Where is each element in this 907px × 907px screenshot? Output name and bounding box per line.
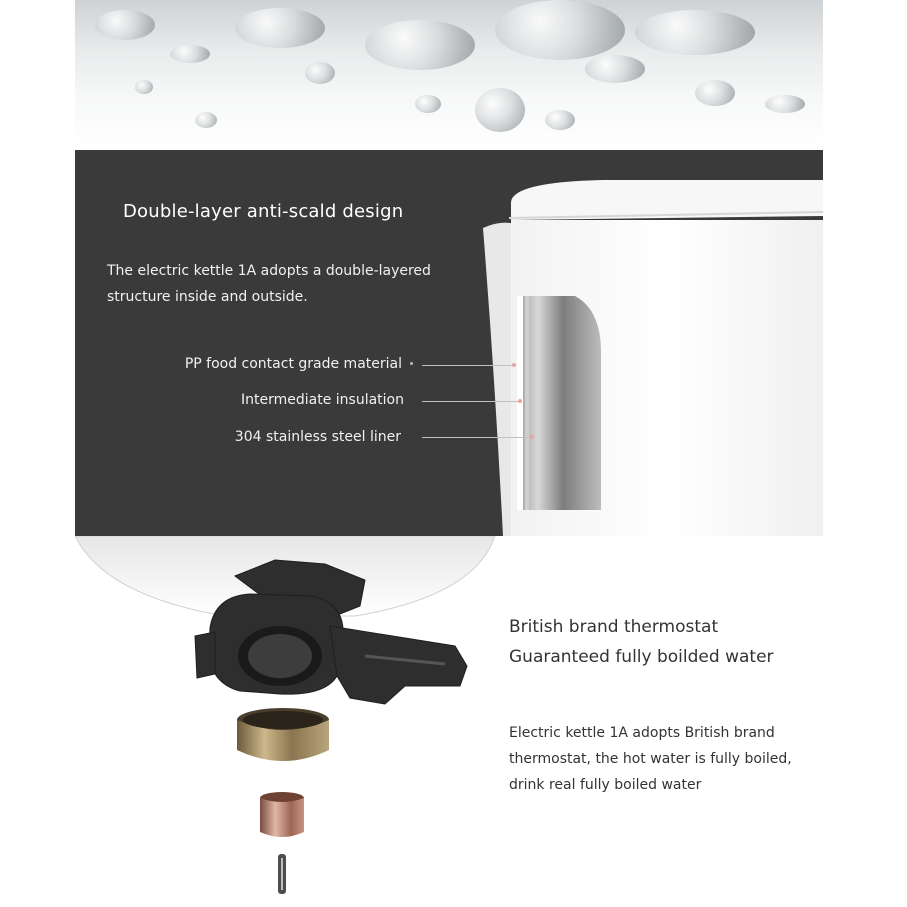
thermostat-description-line: drink real fully boiled water xyxy=(509,777,702,793)
insulation-description xyxy=(107,258,487,310)
insulation-description-line: The electric kettle 1A adopts a double-layered xyxy=(107,263,431,279)
callout-line-steel xyxy=(422,437,532,438)
thermostat-description-line: Electric kettle 1A adopts British brand xyxy=(509,725,775,741)
boiling-water-banner xyxy=(75,0,823,150)
layer-label-insulation: Intermediate insulation xyxy=(241,392,404,408)
callout-marker-steel xyxy=(530,435,534,439)
thermostat-heading-line: British brand thermostat xyxy=(509,617,719,637)
callout-marker-pp xyxy=(512,363,516,367)
layer-label-pp: PP food contact grade material xyxy=(184,356,402,372)
callout-dot xyxy=(410,362,413,365)
insulation-description-line: structure inside and outside. xyxy=(107,289,308,305)
layer-label-steel: 304 stainless steel liner xyxy=(234,429,401,445)
thermostat-heading xyxy=(509,612,774,672)
callout-marker-insulation xyxy=(518,399,522,403)
thermostat-description-line: thermostat, the hot water is fully boiled, xyxy=(509,751,792,767)
thermostat-heading-line: Guaranteed fully boilded water xyxy=(509,647,774,667)
thermostat-parts-image xyxy=(75,536,505,907)
insulation-title: Double-layer anti-scald design xyxy=(123,201,404,222)
kettle-cross-section-image xyxy=(483,180,823,536)
thermostat-description xyxy=(509,720,829,798)
callout-line-pp xyxy=(422,365,514,366)
callout-line-insulation xyxy=(422,401,520,402)
